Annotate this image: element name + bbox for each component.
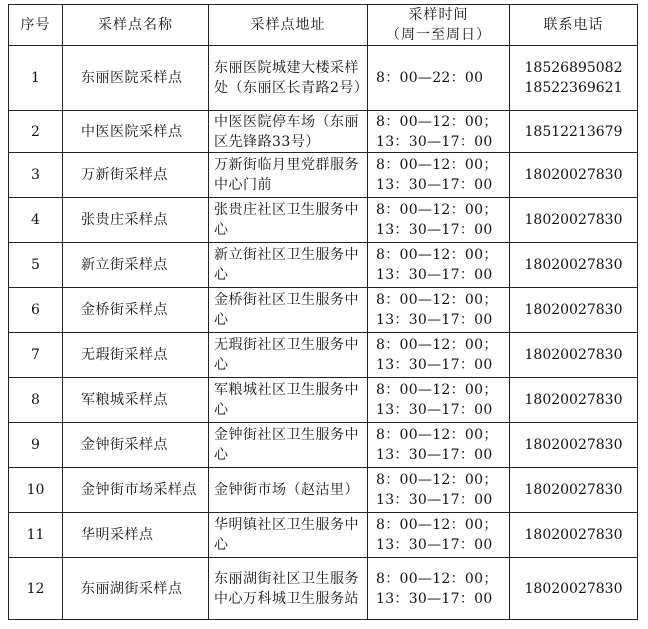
cell-time [368,153,510,198]
cell-site-name: 中医医院采样点 [63,111,209,153]
cell-site-name: 东丽医院采样点 [63,46,209,111]
cell-phone [510,46,638,111]
phone-number: 18020027830 [524,167,623,183]
time-line: 13：30—17：00 [376,402,493,418]
cell-site-name: 金钟街市场采样点 [63,468,209,513]
header-time-line2: （周一至周日） [386,27,491,43]
phone-number: 18512213679 [524,123,623,140]
cell-index: 1 [9,46,63,111]
cell-index: 9 [9,423,63,468]
table-row [9,558,638,620]
cell-site-name: 万新街采样点 [63,153,209,198]
cell-index: 4 [9,198,63,243]
cell-address: 东丽医院城建大楼采样处（东丽区长青路2号） [209,46,368,111]
cell-site-name: 军粮城采样点 [63,378,209,423]
cell-address: 中医医院停车场（东丽区先锋路33号） [209,111,368,153]
cell-address: 万新街临月里党群服务中心门前 [209,153,368,198]
time-line: 8：00—12：00； [376,337,498,353]
cell-address: 无瑕街社区卫生服务中心 [209,333,368,378]
table-row [9,513,638,558]
cell-phone [510,378,638,423]
header-address: 采样点地址 [209,5,368,46]
phone-number: 18020027830 [524,482,623,498]
cell-index: 2 [9,111,63,153]
time-line: 8：00—12：00； [376,202,498,218]
cell-site-name: 华明采样点 [63,513,209,558]
time-line: 8：00—12：00； [376,382,498,398]
table-row [9,111,638,153]
table-row [9,153,638,198]
cell-phone [510,153,638,198]
time-line: 8：00—12：00； [376,427,498,443]
cell-address: 金钟街社区卫生服务中心 [209,423,368,468]
phone-number: 18020027830 [524,212,623,228]
cell-time [368,333,510,378]
cell-time [368,46,510,111]
phone-number: 18522369621 [524,80,623,96]
cell-index: 6 [9,288,63,333]
time-line: 8：00—12：00； [376,113,498,130]
cell-phone [510,111,638,153]
cell-site-name: 金桥街采样点 [63,288,209,333]
cell-site-name: 新立街采样点 [63,243,209,288]
cell-time [368,423,510,468]
cell-address: 张贵庄社区卫生服务中心 [209,198,368,243]
time-line: 8：00—12：00； [376,517,498,533]
cell-address: 华明镇社区卫生服务中心 [209,513,368,558]
header-phone: 联系电话 [510,5,638,46]
cell-site-name: 张贵庄采样点 [63,198,209,243]
header-time-line1: 采样时间 [408,7,469,23]
time-line: 8：00—22：00 [376,70,484,86]
table-row [9,333,638,378]
header-index: 序号 [9,5,63,46]
time-line: 13：30—17：00 [376,447,493,463]
cell-index: 7 [9,333,63,378]
time-line: 13：30—17：00 [376,177,493,193]
phone-number: 18020027830 [524,347,623,363]
cell-index: 5 [9,243,63,288]
phone-number: 18020027830 [524,580,623,597]
cell-time [368,198,510,243]
cell-phone [510,198,638,243]
sampling-sites-table-container [8,4,638,620]
cell-time [368,111,510,153]
table-row [9,288,638,333]
cell-address: 金钟街市场（赵沽里） [209,468,368,513]
table-body [9,46,638,620]
time-line: 13：30—17：00 [376,357,493,373]
cell-phone [510,333,638,378]
time-line: 8：00—12：00； [376,157,498,173]
header-time [368,5,510,46]
table-row [9,423,638,468]
cell-time [368,288,510,333]
cell-address: 军粮城社区卫生服务中心 [209,378,368,423]
cell-phone [510,243,638,288]
cell-address: 金桥街社区卫生服务中心 [209,288,368,333]
time-line: 13：30—17：00 [376,537,493,553]
cell-time [368,243,510,288]
cell-phone [510,423,638,468]
cell-address: 新立街社区卫生服务中心 [209,243,368,288]
phone-number: 18020027830 [524,302,623,318]
phone-number: 18020027830 [524,392,623,408]
cell-site-name: 金钟街采样点 [63,423,209,468]
cell-time [368,558,510,620]
cell-phone [510,558,638,620]
table-row [9,468,638,513]
phone-number: 18526895082 [524,60,623,76]
cell-index: 12 [9,558,63,620]
cell-index: 10 [9,468,63,513]
phone-number: 18020027830 [524,527,623,543]
time-line: 8：00—12：00； [376,247,498,263]
time-line: 8：00—12：00； [376,570,498,587]
cell-site-name: 无瑕街采样点 [63,333,209,378]
time-line: 13：30—17：00 [376,312,493,328]
time-line: 13：30—17：00 [376,590,493,607]
time-line: 8：00—12：00； [376,292,498,308]
cell-index: 8 [9,378,63,423]
time-line: 13：30—17：00 [376,492,493,508]
phone-number: 18020027830 [524,437,623,453]
sampling-sites-table [8,4,638,620]
cell-phone [510,288,638,333]
time-line: 8：00—12：00； [376,472,498,488]
cell-index: 11 [9,513,63,558]
table-header-row [9,5,638,46]
table-row [9,243,638,288]
cell-time [368,513,510,558]
cell-site-name: 东丽湖街采样点 [63,558,209,620]
cell-index: 3 [9,153,63,198]
table-row [9,198,638,243]
time-line: 13：30—17：00 [376,222,493,238]
cell-phone [510,468,638,513]
cell-phone [510,513,638,558]
phone-number: 18020027830 [524,257,623,273]
header-name: 采样点名称 [63,5,209,46]
time-line: 13：30—17：00 [376,267,493,283]
cell-address: 东丽湖街社区卫生服务中心万科城卫生服务站 [209,558,368,620]
table-row [9,46,638,111]
time-line: 13：30—17：00 [376,133,493,150]
cell-time [368,468,510,513]
cell-time [368,378,510,423]
table-row [9,378,638,423]
